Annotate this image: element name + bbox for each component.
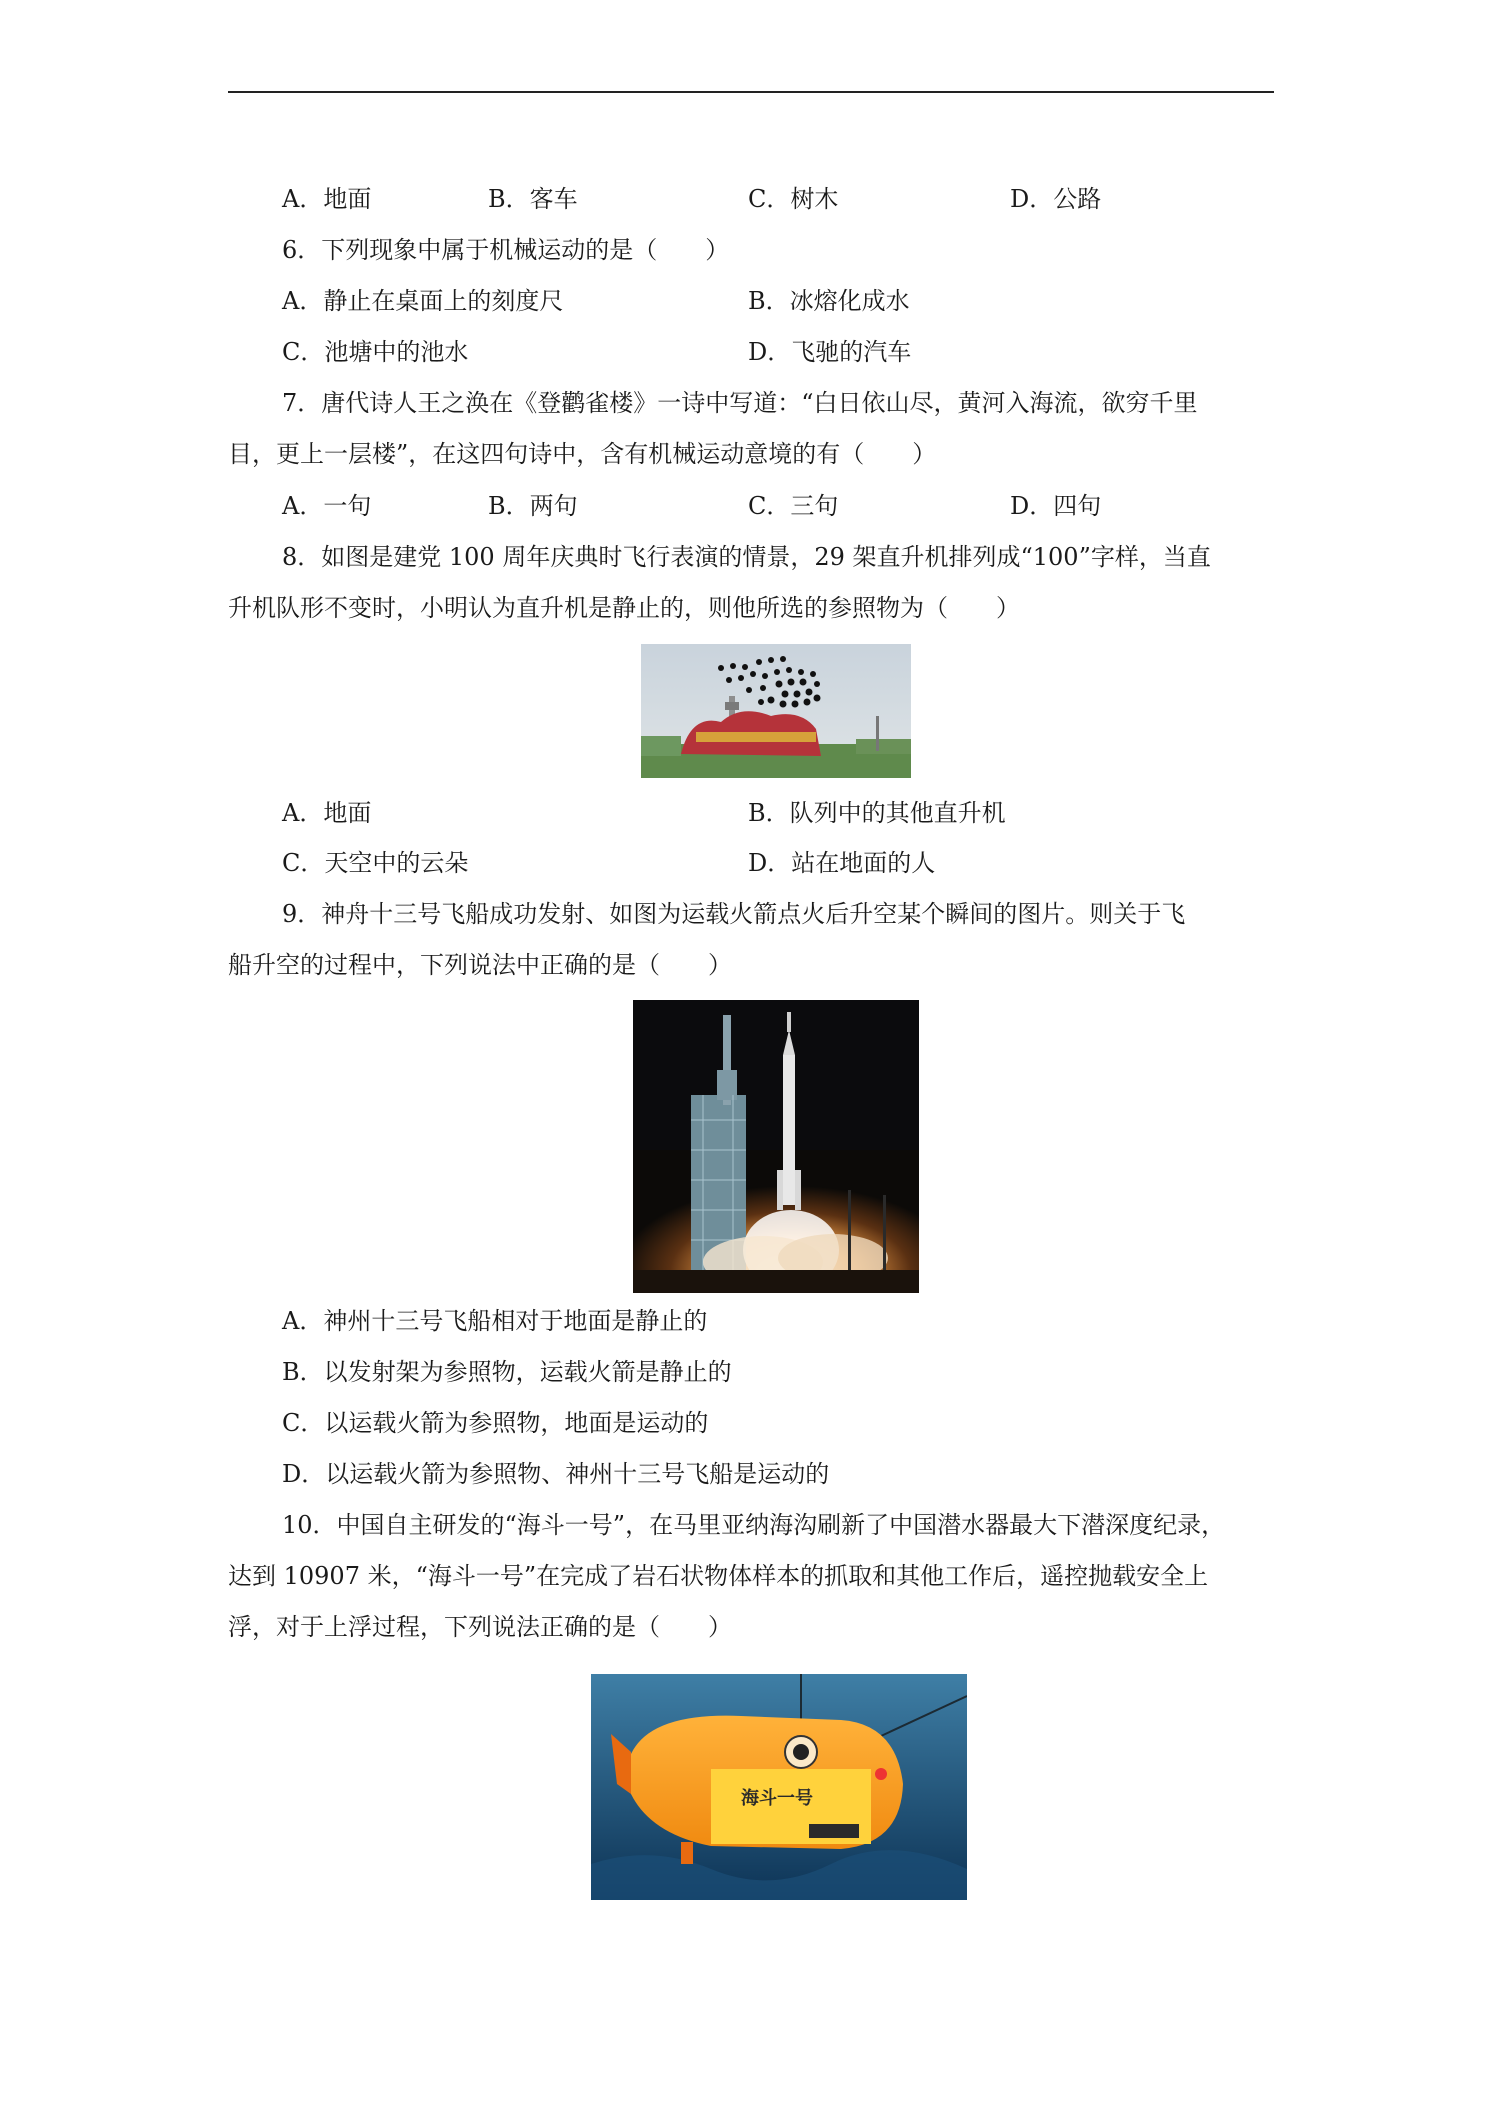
q7-option-a: A．一句 xyxy=(282,492,372,520)
q9-option-b: B．以发射架为参照物，运载火箭是静止的 xyxy=(282,1358,732,1386)
q5-option-d: D．公路 xyxy=(1010,185,1102,213)
q9-option-a: A．神州十三号飞船相对于地面是静止的 xyxy=(282,1307,708,1335)
q10-stem-line3: 浮，对于上浮过程，下列说法正确的是（ ） xyxy=(228,1613,732,1641)
q6-option-a: A．静止在桌面上的刻度尺 xyxy=(282,287,564,315)
q9-option-d: D．以运载火箭为参照物、神州十三号飞船是运动的 xyxy=(282,1460,830,1488)
q8-option-b: B．队列中的其他直升机 xyxy=(748,799,1006,827)
q9-stem-line1: 9．神舟十三号飞船成功发射、如图为运载火箭点火后升空某个瞬间的图片。则关于飞 xyxy=(282,900,1186,928)
q6-option-b: B．冰熔化成水 xyxy=(748,287,910,315)
q6-stem: 6．下列现象中属于机械运动的是（ ） xyxy=(282,236,730,264)
q9-stem-line2: 船升空的过程中，下列说法中正确的是（ ） xyxy=(228,951,732,979)
q8-stem-line2: 升机队形不变时，小明认为直升机是静止的，则他所选的参照物为（ ） xyxy=(228,594,1020,622)
q7-stem-line1: 7．唐代诗人王之涣在《登鹳雀楼》一诗中写道：“白日依山尽，黄河入海流，欲穷千里 xyxy=(282,389,1198,417)
q9-option-c: C．以运载火箭为参照物，地面是运动的 xyxy=(282,1409,709,1437)
q10-stem-line1: 10．中国自主研发的“海斗一号”，在马里亚纳海沟刷新了中国潜水器最大下潜深度纪录， xyxy=(282,1511,1226,1539)
q7-stem-line2: 目，更上一层楼”，在这四句诗中，含有机械运动意境的有（ ） xyxy=(228,440,937,468)
q10-stem-line2: 达到 10907 米，“海斗一号”在完成了岩石状物体样本的抓取和其他工作后，遥控抛载安全上 xyxy=(228,1562,1209,1590)
q8-stem-line1: 8．如图是建党 100 周年庆典时飞行表演的情景，29 架直升机排列成“100”字样，当直 xyxy=(282,543,1211,571)
q7-option-c: C．三句 xyxy=(748,492,839,520)
q8-option-c: C．天空中的云朵 xyxy=(282,849,469,877)
submersible-name-text: 海斗一号 xyxy=(741,1788,813,1809)
submersible-photo xyxy=(591,1674,967,1900)
header-rule xyxy=(228,91,1274,93)
rocket-launch-photo xyxy=(633,1000,919,1293)
q5-option-c: C．树木 xyxy=(748,185,839,213)
q7-option-d: D．四句 xyxy=(1010,492,1102,520)
q6-option-d: D．飞驰的汽车 xyxy=(748,338,912,366)
q5-option-a: A．地面 xyxy=(282,185,372,213)
q6-option-c: C．池塘中的池水 xyxy=(282,338,469,366)
q7-option-b: B．两句 xyxy=(488,492,578,520)
helicopter-formation-photo xyxy=(641,644,911,778)
q8-option-a: A．地面 xyxy=(282,799,372,827)
q8-option-d: D．站在地面的人 xyxy=(748,849,936,877)
q5-option-b: B．客车 xyxy=(488,185,578,213)
